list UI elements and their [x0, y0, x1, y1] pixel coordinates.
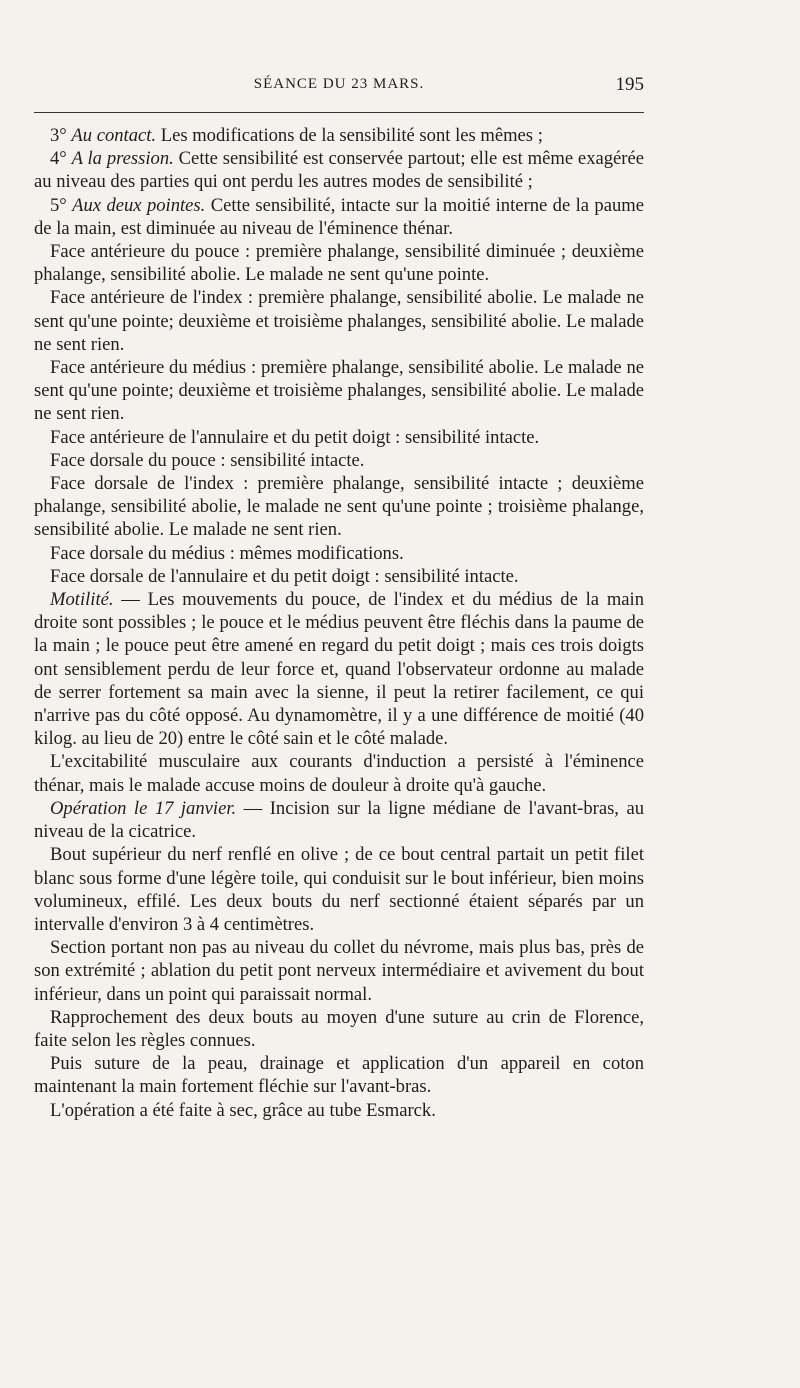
paragraph: 3° Au contact. Les modifications de la sensibilité sont les mêmes ; — [50, 125, 543, 146]
paragraph: Section portant non pas au niveau du collet du névrome, mais plus bas, près de son extrémité ; ablation du petit pont nerveux intermédiaire et avivement du bout inférieur, dans un point qui paraissait normal. — [34, 937, 644, 1005]
paragraph: Face antérieure du pouce : première phalange, sensibilité diminuée ; deuxième phalange, sensibilité abolie. Le malade ne sent qu'une pointe. — [34, 241, 644, 286]
paragraph: Face antérieure de l'annulaire et du petit doigt : sensibilité intacte. — [50, 426, 540, 448]
header-rule — [34, 112, 644, 113]
paragraph: Face dorsale de l'index : première phalange, sensibilité intacte ; deuxième phalange, sensibilité abolie, le malade ne sent qu'une pointe ; troisième phalange, sensibilité abolie. Le malade ne sent rien. — [34, 473, 644, 541]
paragraph: Face dorsale du médius : mêmes modifications. — [50, 542, 404, 564]
paragraph: Opération le 17 janvier. — Incision sur la ligne médiane de l'avant-bras, au niveau de la cicatrice. — [34, 797, 644, 843]
paragraph: 4° A la pression. Cette sensibilité est conservée partout; elle est même exagérée au niveau des parties qui ont perdu les autres modes de sensibilité ; — [34, 148, 644, 193]
paragraph: Face dorsale de l'annulaire et du petit doigt : sensibilité intacte. — [50, 565, 519, 587]
paragraph: Face antérieure du médius : première phalange, sensibilité abolie. Le malade ne sent qu'une pointe; deuxième et troisième phalanges, sensibilité abolie. Le malade ne sent rien. — [34, 357, 644, 425]
paragraph: Rapprochement des deux bouts au moyen d'une suture au crin de Florence, faite selon les règles connues. — [34, 1006, 644, 1051]
paragraph: Motilité. — Les mouvements du pouce, de l'index et du médius de la main droite sont possibles ; le pouce et le médius peuvent être fléchis dans la paume de la main ; le pouce peut être amené en regard du petit doigt ; mais ces trois doigts ont sensiblement perdu de leur force et, quand l'observateur ordonne au malade de serrer fortement sa main avec la sienne, il peut la retirer facilement, ce qui n'arrive pas du côté opposé. Au dynamomètre, il y a une différence de moitié (40 kilog. au lieu de 20) entre le côté sain et le côté malade. — [34, 589, 644, 750]
body-text — [34, 124, 644, 1122]
paragraph: Face dorsale du pouce : sensibilité intacte. — [50, 449, 365, 471]
running-title: SÉANCE DU 23 MARS. — [253, 76, 425, 92]
paragraph: Puis suture de la peau, drainage et application d'un appareil en coton maintenant la main fortement fléchie sur l'avant-bras. — [34, 1053, 644, 1098]
paragraph: Face antérieure de l'index : première phalange, sensibilité abolie. Le malade ne sent qu'une pointe; deuxième et troisième phalanges, sensibilité abolie. Le malade ne sent rien. — [34, 287, 644, 355]
page-number: 195 — [615, 74, 644, 95]
paragraph: 5° Aux deux pointes. Cette sensibilité, intacte sur la moitié interne de la paume de la main, est diminuée au niveau de l'éminence thénar. — [34, 194, 644, 239]
paragraph: L'excitabilité musculaire aux courants d'induction a persisté à l'éminence thénar, mais le malade accuse moins de douleur à droite qu'à gauche. — [34, 751, 644, 796]
page-header — [34, 74, 644, 100]
paragraph: Bout supérieur du nerf renflé en olive ; de ce bout central partait un petit filet blanc sous forme d'une légère toile, qui conduisit sur le bout inférieur, bien moins volumineux, effilé. Les deux bouts du nerf sectionné étaient séparés par un intervalle d'environ 3 à 4 centimètres. — [34, 844, 644, 935]
paragraph: L'opération a été faite à sec, grâce au tube Esmarck. — [50, 1099, 436, 1121]
